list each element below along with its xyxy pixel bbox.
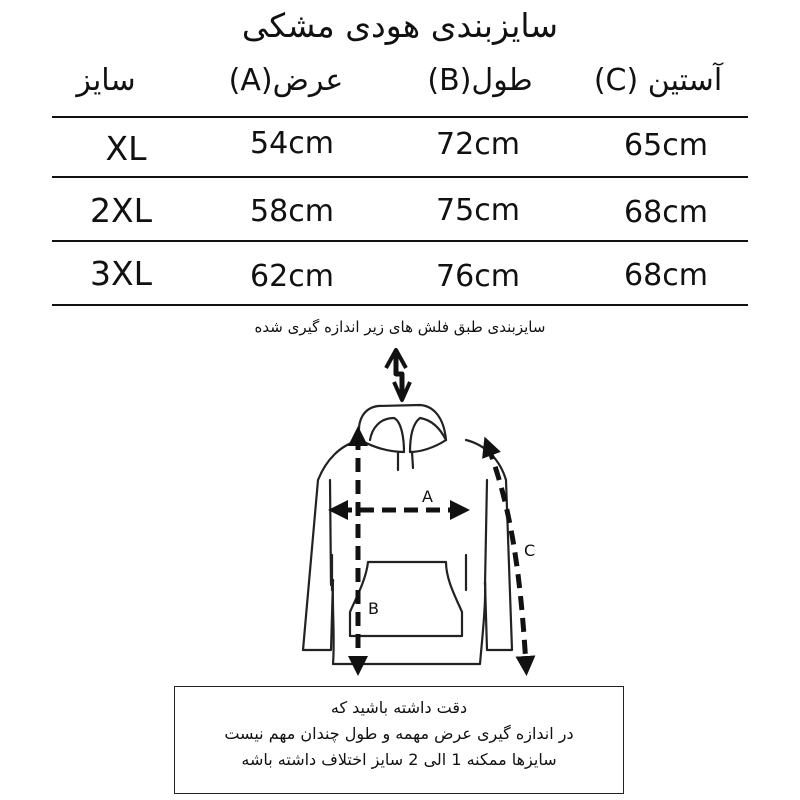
row-sleeve: 65cm xyxy=(624,128,708,163)
row-length: 72cm xyxy=(436,127,520,162)
row-size: 3XL xyxy=(90,254,152,293)
header-width: عرض(A) xyxy=(228,63,344,98)
row-size: 2XL xyxy=(90,191,152,230)
notice-line: در اندازه گیری عرض مهمه و طول چندان مهم نیست xyxy=(224,724,574,743)
down-arrow-icon xyxy=(386,350,410,400)
measurement-caption: سایزبندی طبق فلش های زیر اندازه گیری شده xyxy=(254,318,546,336)
header-sleeve: آستین (C) xyxy=(593,63,723,98)
row-width: 58cm xyxy=(250,194,334,229)
label-b: B xyxy=(368,599,379,618)
row-length: 76cm xyxy=(436,259,520,294)
label-a: A xyxy=(422,487,433,506)
row-size: XL xyxy=(105,129,147,168)
notice-line: سایزها ممکنه 1 الی 2 سایز اختلاف داشته باشه xyxy=(241,750,557,769)
row-width: 54cm xyxy=(250,126,334,161)
sleeve-arrow-c xyxy=(488,446,526,666)
header-size: سایز xyxy=(76,63,136,98)
row-length: 75cm xyxy=(436,193,520,228)
row-width: 62cm xyxy=(250,259,334,294)
notice-box xyxy=(174,686,624,794)
page-title: سایزبندی هودی مشکی xyxy=(241,6,559,45)
row-sleeve: 68cm xyxy=(624,258,708,293)
notice-line: دقت داشته باشید که xyxy=(330,698,468,717)
row-sleeve: 68cm xyxy=(624,195,708,230)
label-c: C xyxy=(524,541,536,560)
header-length: طول(B) xyxy=(427,63,533,98)
hoodie-outline xyxy=(303,405,512,664)
